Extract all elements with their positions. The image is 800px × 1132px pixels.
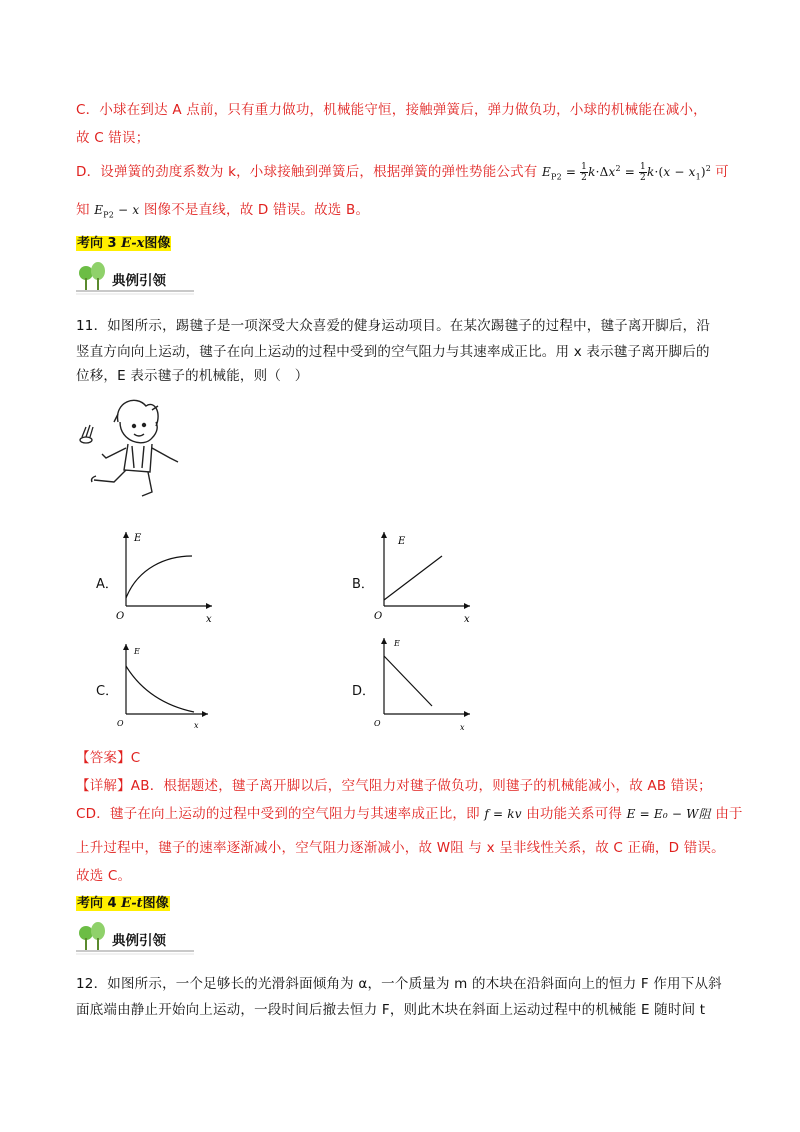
option-a-y-label: E xyxy=(134,533,142,544)
drag-formula: f = kv xyxy=(484,807,522,821)
option-d-text-zhi: 知 xyxy=(76,202,90,218)
option-d-text-post: 可 xyxy=(715,164,729,180)
banner-title-2: 典例引领 xyxy=(112,933,166,949)
option-c-explain-line2: 故 C 错误； xyxy=(76,130,150,146)
q12-line2: 面底端由静止开始向上运动，一段时间后撤去恒力 F，则此木块在斜面上运动过程中的机械能 E 随时间 t xyxy=(76,1002,706,1018)
section3-heading xyxy=(76,232,171,251)
detail-line2-mid: 由功能关系可得 xyxy=(526,806,623,822)
q11-line1: 11．如图所示，踢毽子是一项深受大众喜爱的健身运动项目。在某次踢毽子的过程中，毽子离开脚后，沿 xyxy=(76,318,711,334)
option-a-origin: O xyxy=(116,611,125,622)
option-c-x-label: x xyxy=(194,721,199,730)
option-b-x-label: x xyxy=(464,614,470,625)
option-c-graph[interactable] xyxy=(116,640,216,736)
example-banner xyxy=(76,262,196,292)
option-a-graph[interactable] xyxy=(116,528,220,628)
option-b-label: B． xyxy=(352,577,374,592)
q12-line1: 12．如图所示，一个足够长的光滑斜面倾角为 α，一个质量为 m 的木块在沿斜面向上的恒力 F 作用下从斜 xyxy=(76,976,722,992)
section4-heading xyxy=(76,892,170,911)
option-c-label: C． xyxy=(96,684,119,699)
option-d-origin: O xyxy=(374,719,381,728)
option-d-y-label: E xyxy=(394,639,400,648)
answer-label: 【答案】C xyxy=(76,750,141,766)
option-c-origin: O xyxy=(117,719,124,728)
option-d-explain-line1 xyxy=(76,160,729,183)
banner-title: 典例引领 xyxy=(112,273,166,289)
option-a-label: A． xyxy=(96,577,118,592)
example-banner-2 xyxy=(76,922,196,952)
detail-line2-post: 由于 xyxy=(715,806,743,822)
option-b-origin: O xyxy=(374,611,383,622)
option-c-explain-line1: C．小球在到达 A 点前，只有重力做功，机械能守恒，接触弹簧后，弹力做负功，小球的机械能在减小， xyxy=(76,102,707,118)
shuttlecock-kid-illustration xyxy=(74,392,194,502)
detail-line2-pre: CD．毽子在向上运动的过程中受到的空气阻力与其速率成正比，即 xyxy=(76,806,480,822)
option-d-label: D． xyxy=(352,684,376,699)
option-b-graph[interactable] xyxy=(374,528,478,628)
detail-line1: 【详解】AB．根据题述，毽子离开脚以后，空气阻力对毽子做负功，则毽子的机械能减小，故 AB 错误； xyxy=(76,778,712,794)
option-d-explain-line2 xyxy=(76,198,369,219)
section3-label: 考向 3 E-x图像 xyxy=(77,236,171,251)
detail-line3: 上升过程中，毽子的速率逐渐减小，空气阻力逐渐减小，故 W阻 与 x 呈非线性关系，故 C 正确，D 错误。 xyxy=(76,840,725,856)
detail-line4: 故选 C。 xyxy=(76,868,132,884)
q11-line2: 竖直方向向上运动，毽子在向上运动的过程中受到的空气阻力与其速率成正比。用 x 表示毽子离开脚后的 xyxy=(76,344,710,360)
elastic-energy-formula: $E_{P2}$ = $\frac{1}{2}k\cdot\Delta x^2$ = $\frac{1}{2}k\cdot(x - x_1)^2$ xyxy=(542,162,712,183)
option-d-text-pre: D．设弹簧的劲度系数为 k，小球接触到弹簧后，根据弹簧的弹性势能公式有 xyxy=(76,164,538,180)
energy-formula: E = E₀ − W阻 xyxy=(626,807,711,821)
option-d-conclusion: 图像不是直线，故 D 错误。故选 B。 xyxy=(143,202,370,218)
option-a-x-label: x xyxy=(206,614,212,625)
option-d-x-label: x xyxy=(460,723,465,732)
detail-line2 xyxy=(76,802,743,822)
option-d-graph[interactable] xyxy=(374,634,478,734)
option-c-y-label: E xyxy=(134,647,140,656)
q11-line3: 位移，E 表示毽子的机械能，则（ ） xyxy=(76,368,309,384)
ep2-x-formula: $E_{P2} - x$ xyxy=(94,203,140,220)
section4-label: 考向 4 E-t图像 xyxy=(77,896,169,911)
option-b-y-label: E xyxy=(398,536,406,547)
